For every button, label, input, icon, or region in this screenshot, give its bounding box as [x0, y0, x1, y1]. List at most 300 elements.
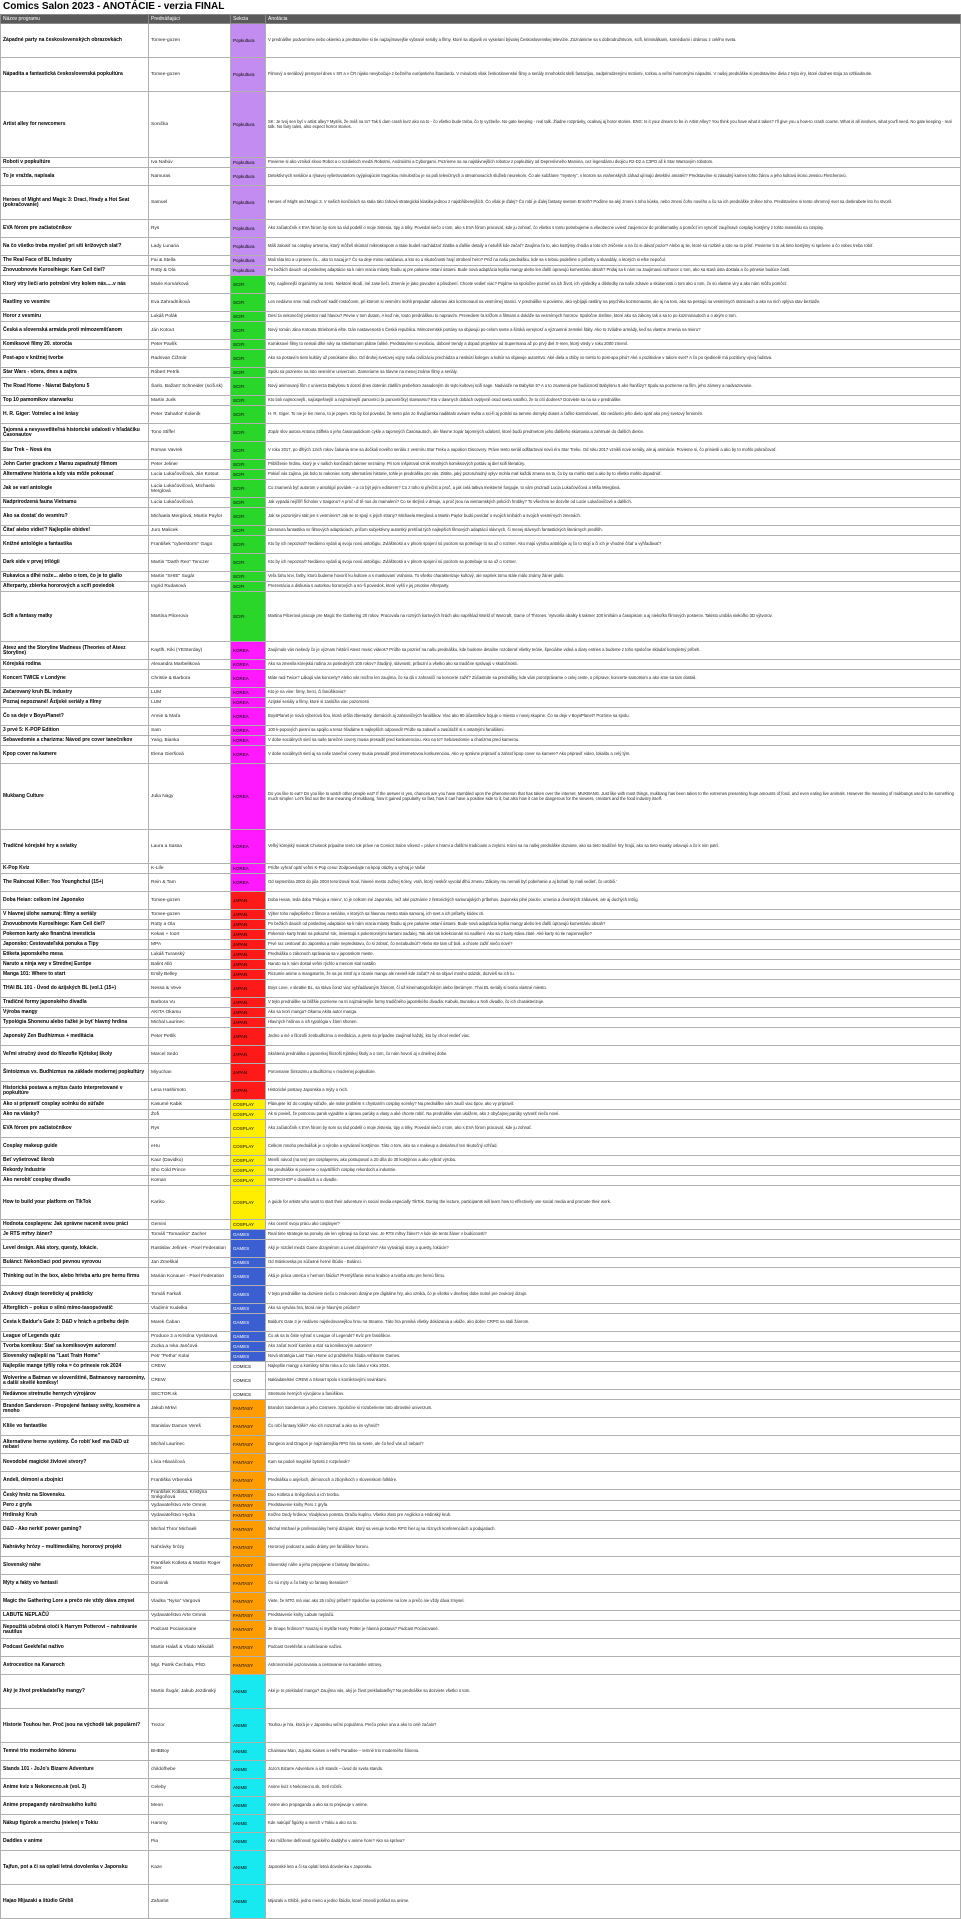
- annotation-cell[interactable]: Kto boli najmocnejší, najúspešnejší a najznámejší panovníci (a panovníčky) starwarsu? Kto v dawnych dobách ovplyvnil osud sveta natoľko, že to cítí dodnes? Dozviete sa na sa v prednáške.: [266, 396, 961, 406]
- program-name-cell[interactable]: Horor z vesmíru: [1, 312, 149, 322]
- program-name-cell[interactable]: Brandon Sanderson - Propojené fantasy světy, kosmére a mnoho: [1, 1400, 149, 1418]
- annotation-cell[interactable]: Anime ako propaganda a ako sa to prejavuje v anime.: [266, 1797, 961, 1815]
- presenter-cell[interactable]: Roman Vavrek: [149, 442, 231, 460]
- program-name-cell[interactable]: H. R. Giger: Votrelec a iné krásy: [1, 406, 149, 424]
- presenter-cell[interactable]: Martin Šugár, Jakub Jezdinský: [149, 1675, 231, 1709]
- section-cell[interactable]: FANTASY: [231, 1639, 266, 1657]
- program-name-cell[interactable]: Kórejská rodina: [1, 660, 149, 670]
- section-cell[interactable]: ANIME: [231, 1797, 266, 1815]
- section-cell[interactable]: FANTASY: [231, 1436, 266, 1454]
- section-cell[interactable]: JAPAN: [231, 1008, 266, 1018]
- annotation-cell[interactable]: Hororový podcast a audio drámy pre fanúšikov hororu.: [266, 1539, 961, 1557]
- presenter-cell[interactable]: Rotty & Ola: [149, 266, 231, 276]
- program-name-cell[interactable]: EVA fórom pre začiatočníkov: [1, 220, 149, 238]
- annotation-cell[interactable]: Plánujete ísť do cosplay súťaže, ale máte problém s chystaním cosplay scénky? Na prednáške vám zaučí viac tipov, ako vy pripraviť.: [266, 1100, 961, 1110]
- presenter-cell[interactable]: Sonička: [149, 92, 231, 158]
- annotation-cell[interactable]: Od septembra 2003 do júla 2004 terorizoval Soul, hlavné mesto Južnej Kórey, vrah, ktorý neskôr vyvolal dlhú zmenu 'Zákony mu nemali byť pobehanie a aj bohatí by mali vedieť, čo urobili.': [266, 874, 961, 892]
- section-cell[interactable]: COMICS: [231, 1362, 266, 1372]
- section-cell[interactable]: FANTASY: [231, 1593, 266, 1611]
- section-cell[interactable]: FANTASY: [231, 1521, 266, 1539]
- presenter-cell[interactable]: František Kotleta & Martin Roger Ikner: [149, 1557, 231, 1575]
- presenter-cell[interactable]: Lucia Lukačovičová, Ján Kotout: [149, 470, 231, 480]
- program-name-cell[interactable]: V hlavnej úlohe samuraj: filmy a seriály: [1, 910, 149, 920]
- program-name-cell[interactable]: Top 10 pamomikov starwarku: [1, 396, 149, 406]
- header-presenter[interactable]: Prednášajúci: [149, 15, 231, 24]
- annotation-cell[interactable]: Nová stratégia Last Train Home od pražského štúdia Ashborne Games.: [266, 1352, 961, 1362]
- section-cell[interactable]: JAPAN: [231, 1018, 266, 1028]
- presenter-cell[interactable]: Produce 2 a Kristína Vysloková: [149, 1332, 231, 1342]
- presenter-cell[interactable]: Peter Jeliner: [149, 460, 231, 470]
- section-cell[interactable]: ANIME: [231, 1709, 266, 1743]
- program-name-cell[interactable]: Tradičné formy japonského divadla: [1, 998, 149, 1008]
- annotation-cell[interactable]: V dobe sociálnych sietí aj sa naše tanečné covery musia presadiť pred internetovou konkurenciou. Ako vy správne pripraviť a zahrať kpop cover na kamere? Ako pripraviť video, lokalitu a celý tým.: [266, 746, 961, 764]
- program-name-cell[interactable]: Wolverine a Batman ve slovenštině, Batmanovy narozeniny, a další skvělé komiksy!: [1, 1372, 149, 1390]
- annotation-cell[interactable]: Ako začiatočník s EVA fórom by som sa rád podelil o moje zistenia, tipy a triky. Povedal niečo o tom, ako s EVA fórom pracovať, kde ju zohnať.: [266, 1120, 961, 1138]
- presenter-cell[interactable]: Dominik: [149, 1575, 231, 1593]
- section-cell[interactable]: ANIME: [231, 1675, 266, 1709]
- presenter-cell[interactable]: Michal Thror Michaeli: [149, 1521, 231, 1539]
- section-cell[interactable]: FANTASY: [231, 1575, 266, 1593]
- section-cell[interactable]: ANIME: [231, 1815, 266, 1833]
- program-name-cell[interactable]: Afterglitch – pokus o silnú mimo-tasopsóvatič: [1, 1304, 149, 1314]
- presenter-cell[interactable]: Lucia Lukačovičová, Michaela Merglová: [149, 480, 231, 498]
- section-cell[interactable]: JAPAN: [231, 910, 266, 920]
- section-cell[interactable]: KOREA: [231, 746, 266, 764]
- presenter-cell[interactable]: Stanislav Damon Vereš: [149, 1418, 231, 1436]
- annotation-cell[interactable]: Knižne Dedy hrdinov, Vladykovo pomsta, Dračiu kuplnu. Všetko zlato pre Anglicko a Hrdinský kruh.: [266, 1511, 961, 1521]
- section-cell[interactable]: GAMES: [231, 1304, 266, 1314]
- annotation-cell[interactable]: Zopár slov autora Antona Stiffela o jeho časonautickom cykle a tajomných Časonautoch, ale hlavne zopár tajomných udalostí, ktoré budú predmetom jeho ďalšieho skúmania a zahrnuté do ďalších dielov.: [266, 424, 961, 442]
- annotation-cell[interactable]: Do you like to eat? Do you like to watch other people eat? If the answer is yes, chances are you have stumbled upon the phenomenon that has taken over the internet, MUKBANG. Just like with most things, mukbang has been taken to the extremes presenting huge amounts of food, and even eating live animals. However the meaning of mukbangs used to be something much simpler. Let's find out the true meaning of mukbang, how it gained popularity so fast, how it can have a positive side to it, but also how it can be dangerous for the viewers, creators and the food industry itself.: [266, 764, 961, 830]
- annotation-cell[interactable]: V tejto prednáške sa dozviete niečo o zvukovom dizajne pre digitálne hry, ako vzniká, čo je všetko v dnešnej dobe nutné pre zvukový dizajn.: [266, 1286, 961, 1304]
- presenter-cell[interactable]: Tomee-gozen: [149, 58, 231, 92]
- program-name-cell[interactable]: Je RTS mŕtvy žáner?: [1, 1230, 149, 1240]
- program-name-cell[interactable]: Tajomná a nevysvetliteľná historické udalosti v hľadáčiku Časonautov: [1, 424, 149, 442]
- program-name-cell[interactable]: EVA fórom pre začiatočníkov: [1, 1120, 149, 1138]
- program-name-cell[interactable]: The Road Home - Návrat Babylonu 5: [1, 378, 149, 396]
- section-cell[interactable]: SCIFI: [231, 350, 266, 368]
- annotation-cell[interactable]: H. R. Giger. To nie je len meno, to je pojem. Kto by bol povedal, že tento pán zo Švajčiarska nadiktalo aveare světa a sci-fi aj potráti na tamme domyky duses a ťažko kontrolovaní, kto nedávno jeho dielo opäť ako prvý svetový fenomén.: [266, 406, 961, 424]
- program-name-cell[interactable]: Temné trio moderného šónenu: [1, 1743, 149, 1761]
- program-name-cell[interactable]: How to build your platform on TikTok: [1, 1186, 149, 1220]
- program-name-cell[interactable]: Nadprirodzená fauna Vietnamu: [1, 498, 149, 508]
- section-cell[interactable]: COSPLAY: [231, 1166, 266, 1176]
- section-cell[interactable]: JAPAN: [231, 1082, 266, 1100]
- annotation-cell[interactable]: Ázijské seriály a filmy, ktoré si zaslúžia viac pozornosti: [266, 698, 961, 708]
- program-name-cell[interactable]: Scifi a fantasy matky: [1, 592, 149, 642]
- presenter-cell[interactable]: Iva Nahúv: [149, 158, 231, 168]
- section-cell[interactable]: COSPLAY: [231, 1186, 266, 1220]
- section-cell[interactable]: SCIFI: [231, 572, 266, 582]
- section-cell[interactable]: SCIFI: [231, 276, 266, 294]
- program-name-cell[interactable]: To je vražda, napísala: [1, 168, 149, 186]
- program-name-cell[interactable]: Dark side v prvej trilógii: [1, 554, 149, 572]
- program-name-cell[interactable]: Západné party na československých obrazovkách: [1, 24, 149, 58]
- program-name-cell[interactable]: Čo sa deje v BoysPlanet?: [1, 708, 149, 726]
- presenter-cell[interactable]: Ján Kotout: [149, 322, 231, 340]
- presenter-cell[interactable]: Meon: [149, 1797, 231, 1815]
- program-name-cell[interactable]: Ako nerobiť cosplay divadlo: [1, 1176, 149, 1186]
- program-name-cell[interactable]: Rekordy Industrie: [1, 1166, 149, 1176]
- program-name-cell[interactable]: Aký je život prekladateľky mangy?: [1, 1675, 149, 1709]
- section-cell[interactable]: KOREA: [231, 708, 266, 726]
- annotation-cell[interactable]: Michal Michael je profesionálny herný dizajnér, ktorý sa venuje tvorbe RPG hier aj na rôznych konferenciách a podujatiach.: [266, 1521, 961, 1539]
- section-cell[interactable]: SCIFI: [231, 322, 266, 340]
- annotation-cell[interactable]: Po bežách dauich od poslednej adaptácie sa k nám vracia mlasty študiu aj pre pakame ostaní ústami. Bude nová adaptácia lepšia mangy alebo len ďalší úpravujú komentáriu obsah?: [266, 920, 961, 930]
- program-name-cell[interactable]: Cosplay makeup guide: [1, 1138, 149, 1156]
- section-cell[interactable]: SCIFI: [231, 368, 266, 378]
- annotation-cell[interactable]: Duo Kotleta a Sněgoňová a ich tvorba.: [266, 1490, 961, 1501]
- program-name-cell[interactable]: Ateez and the Storyline Madness (Theories of Ateez Storyline): [1, 642, 149, 660]
- program-name-cell[interactable]: Komiksové filmy 20. storočia: [1, 340, 149, 350]
- annotation-cell[interactable]: Podcast Geekfeľat a nahrávanie naživo.: [266, 1639, 961, 1657]
- presenter-cell[interactable]: Balint Alló: [149, 960, 231, 970]
- section-cell[interactable]: COSPLAY: [231, 1156, 266, 1166]
- program-name-cell[interactable]: Anime propagandy nárožnaského kultú: [1, 1797, 149, 1815]
- annotation-cell[interactable]: Desí ťa nekonečný priestor nad hlavou? Pevne v tom dutam. A keď nie, touto prednáškou to napravím. Prevediem ťa krížom a filmami a dokáže sa vesmírnych hororov. Spoločne zistíme, ktoré ako sa zákony tak a sa to po kozmonautoch a o akým o tom.: [266, 312, 961, 322]
- section-cell[interactable]: ANIME: [231, 1885, 266, 1919]
- section-cell[interactable]: KOREA: [231, 830, 266, 864]
- presenter-cell[interactable]: Kaze: [149, 1851, 231, 1885]
- annotation-cell[interactable]: Ako sa zmenila kórejská rodina za posledných 100 rokov? Študijný, slávnosti, príbuzní a všetko ako sa tradične správajú v skutočnosti.: [266, 660, 961, 670]
- section-cell[interactable]: COSPLAY: [231, 1220, 266, 1230]
- program-name-cell[interactable]: Ktorý vtry lieči ario potrební vtry kolem nás.....v nás: [1, 276, 149, 294]
- program-name-cell[interactable]: Anime kvíz s Nekonecno.sk (vol. 3): [1, 1779, 149, 1797]
- annotation-cell[interactable]: Jedno a iné o filozofii zenbudhizmu a meditácia, a preto sa prípadne zaujímal každý, kto by chcel vedieť viac.: [266, 1028, 961, 1046]
- presenter-cell[interactable]: Gemini: [149, 1220, 231, 1230]
- program-name-cell[interactable]: LABUTE NEPLAČÚ: [1, 1611, 149, 1621]
- program-name-cell[interactable]: Tvorba komiksu: Stať sa komiksovým autorom!: [1, 1342, 149, 1352]
- annotation-cell[interactable]: Skrátená prednáška o japonskej filozofii Kjótskej školy a o tom, čo nám hovorí aj v dnešnej dobe.: [266, 1046, 961, 1064]
- annotation-cell[interactable]: Real time strategie sa ponuky ale len vybrauji sa čoraz viac. Je RTS mŕtvy žáner? A kde ide tento žáner v budúcnosti?: [266, 1230, 961, 1240]
- section-cell[interactable]: GAMES: [231, 1342, 266, 1352]
- presenter-cell[interactable]: LUM: [149, 688, 231, 698]
- annotation-cell[interactable]: Len nedávno sme mali možnosť sadiť rostočovm, pri ktorom si vesmírni mohli prepadat' adosravi ako kozmonauti na vesmírnej stanici. V prednáške si povieme, ako vybíjajú rastliny na psychiku kozmonautov, ale aj na tom, ako sa pestujú na vesmírnych staniciach a ako na nich vplýva stav beztiaže.: [266, 294, 961, 312]
- section-cell[interactable]: SCIFI: [231, 442, 266, 460]
- annotation-cell[interactable]: Predstavenie knihy Labute neplačú.: [266, 1611, 961, 1621]
- program-name-cell[interactable]: Roboti v popkultúre: [1, 158, 149, 168]
- section-cell[interactable]: FANTASY: [231, 1611, 266, 1621]
- program-name-cell[interactable]: Bulánci: Nekončiaci pod pevnou vyrovou: [1, 1258, 149, 1268]
- annotation-cell[interactable]: Detektívnych seriálov a rýsavej vyšetrovatelom oyýpivajúcim tragickou minulosťou je na poli televíznych a streamovacích služieb neurekom. Čo ale subžánre "mystery", v ktorom sa vrahenských záhad ujímajú detektívi amatéri? Predstavíme si zásadný kamen tohto žánru a jeho kultovú ikonu Jessicu Fletcherovú.: [266, 168, 961, 186]
- annotation-cell[interactable]: Heroes of Might and Magic 3. V našich končinách sa stala táto ťahová strategická klasika jednou z najobľúbenejších. Čo však je ďalej? Čo robí je ďalej fantasy svetom Enroth? Podíme sa aký zmeni s toho kúsku, nebo zmeni čoho nového a čo sa ich prednáške zníkne toho. Predstavíme si tento ohromný svet sa doskrabete kto ho stvoril.: [266, 186, 961, 220]
- section-cell[interactable]: SCIFI: [231, 406, 266, 424]
- presenter-cell[interactable]: Pia: [149, 1833, 231, 1851]
- section-cell[interactable]: KOREA: [231, 736, 266, 746]
- program-name-cell[interactable]: Sebavedomie a charizma: Návod pre cover tanečníkov: [1, 736, 149, 746]
- section-cell[interactable]: GAMES: [231, 1332, 266, 1342]
- presenter-cell[interactable]: Lena Hashimoto: [149, 1082, 231, 1100]
- presenter-cell[interactable]: Nessa & Veve: [149, 980, 231, 998]
- section-cell[interactable]: COMICS: [231, 1372, 266, 1390]
- section-cell[interactable]: SCIFI: [231, 378, 266, 396]
- annotation-cell[interactable]: Doba Heian, teda doba 'Pokoja a mieru', to je celkom iné Japonsko, než aké poznáme z historických samurajských príbehov. Japonsko plné poezie, umenia a dvorských zábaviek, ale aj duchých intríg.: [266, 892, 961, 910]
- program-name-cell[interactable]: Kpop cover na kamere: [1, 746, 149, 764]
- section-cell[interactable]: COSPLAY: [231, 1120, 266, 1138]
- annotation-cell[interactable]: Jak vypadá nejčlíří fícholov v Saigonu? A proč už tě nus do mamalení? Co se skrývá v drsuje, a proč jsou na vietnamských policích hrobky? To všechno se dozvíte od Lucie Lukačovičové a dalších.: [266, 498, 961, 508]
- presenter-cell[interactable]: Martin Halaš & Vlado Mikuláš: [149, 1639, 231, 1657]
- presenter-cell[interactable]: Sam: [149, 726, 231, 736]
- presenter-cell[interactable]: Rys: [149, 220, 231, 238]
- presenter-cell[interactable]: Rotty a Ola: [149, 920, 231, 930]
- annotation-cell[interactable]: Po bežách dauich od poslednej adaptácie sa k nám vracia mlasty študiu aj pre pakame ostaní ústami. Bude nová adaptácia lepšia mangy alebo len ďalší úpravujú komentáriu obsah? Pridaj sa k nám na zaujímavú rozhovor o tom, ako sa stará ústa dostala a čo prinesie budúce časti.: [266, 266, 961, 276]
- annotation-cell[interactable]: Jak se pozornými stát jen s vesmírem? Jak se to spojí s jejich strany? Michaela Merglová a Martin Paylor budú povídať o svojich knihách a svojich vesmírnych zmenách.: [266, 508, 961, 526]
- presenter-cell[interactable]: Jan Zmeškal: [149, 1258, 231, 1268]
- annotation-cell[interactable]: Mijazaki a Ghibli, jedno meno a jedno štúdio, ktoré zmenili pohľad na anime.: [266, 1885, 961, 1919]
- presenter-cell[interactable]: Tomee-gozen: [149, 910, 231, 920]
- program-name-cell[interactable]: Alternatívne herne systémy. Čo robiť keď ma D&D už nebaví: [1, 1436, 149, 1454]
- presenter-cell[interactable]: Podcast Pociarovane: [149, 1621, 231, 1639]
- section-cell[interactable]: COSPLAY: [231, 1110, 266, 1120]
- header-program-name[interactable]: Názov programu: [1, 15, 149, 24]
- section-cell[interactable]: KOREA: [231, 660, 266, 670]
- presenter-cell[interactable]: Radovan Čižmár: [149, 350, 231, 368]
- annotation-cell[interactable]: V roku 2017, po dlhých 12ich rokov čakania sme sa dočkali nového seriálu z vesmíru Star Treku a napokon Discovery. Práve tento seriál odštartoval novú éru Star Treku. Od roku 2017 vznikli nové seriály, ale aj animácie. Povieme si, čo priniesli a ako by to mohlo pokračovať.: [266, 442, 961, 460]
- section-cell[interactable]: Popkultura: [231, 24, 266, 58]
- program-name-cell[interactable]: Historie Touhou her. Proč jsou na východě tak populární?: [1, 1709, 149, 1743]
- program-name-cell[interactable]: Historická postava a mýtus často interpretované v popkultúre: [1, 1082, 149, 1100]
- presenter-cell[interactable]: Kekas + Ioort: [149, 930, 231, 940]
- section-cell[interactable]: JAPAN: [231, 980, 266, 998]
- annotation-cell[interactable]: Od Stánkovska po súčasné herné štúdio - Bulánci.: [266, 1258, 961, 1268]
- program-name-cell[interactable]: Novodobé magické živlové stvory?: [1, 1454, 149, 1472]
- header-annotation[interactable]: Anotácia: [266, 15, 961, 24]
- section-cell[interactable]: SCIFI: [231, 470, 266, 480]
- presenter-cell[interactable]: Peter 'Zaharlot' Koleník: [149, 406, 231, 424]
- section-cell[interactable]: JAPAN: [231, 892, 266, 910]
- program-name-cell[interactable]: Post-apo v knižnej tvorbe: [1, 350, 149, 368]
- program-name-cell[interactable]: Koncert TWICE v Londýne: [1, 670, 149, 688]
- presenter-cell[interactable]: Martin Jurik: [149, 396, 231, 406]
- program-name-cell[interactable]: Daddies v anime: [1, 1833, 149, 1851]
- annotation-cell[interactable]: Brandon Sanderson a jeho Cosmere. Spoločne si rozoberieme toto obrovské univerzum.: [266, 1400, 961, 1418]
- program-name-cell[interactable]: Rastliny vo vesmíre: [1, 294, 149, 312]
- program-name-cell[interactable]: Slovenský najlepší na "Last Train Home": [1, 1352, 149, 1362]
- section-cell[interactable]: JAPAN: [231, 1064, 266, 1082]
- annotation-cell[interactable]: Historické postavy Japonska a mýty o nich.: [266, 1082, 961, 1100]
- program-name-cell[interactable]: Cesta k Baldur's Gate 3: D&D v hrách a príbehu dejín: [1, 1314, 149, 1332]
- section-cell[interactable]: JAPAN: [231, 1046, 266, 1064]
- presenter-cell[interactable]: Hammy: [149, 1815, 231, 1833]
- program-name-cell[interactable]: The Real Face of BL Industry: [1, 256, 149, 266]
- annotation-cell[interactable]: Menší návod (na ten) pre cosplayerov, ako postupovať a 20 dňa do 30 kostýmov a ako vybrať výrobu.: [266, 1156, 961, 1166]
- annotation-cell[interactable]: Ako sa vytvára hra, ktorá nie je hlavným prúdom?: [266, 1304, 961, 1314]
- section-cell[interactable]: ANIME: [231, 1779, 266, 1797]
- section-cell[interactable]: JAPAN: [231, 920, 266, 930]
- annotation-cell[interactable]: Anime kvíz s Nekonecno.sk, tretí ročník.: [266, 1779, 961, 1797]
- presenter-cell[interactable]: Peter Petlík: [149, 1028, 231, 1046]
- presenter-cell[interactable]: Mgr. Patrik Čechala, PhD.: [149, 1657, 231, 1675]
- presenter-cell[interactable]: AKITA Okamu: [149, 1008, 231, 1018]
- annotation-cell[interactable]: Dungeon and Dragon je najznámejšia RPG hra na svete, ale čo keď vás už nebaví?: [266, 1436, 961, 1454]
- section-cell[interactable]: Popkultura: [231, 238, 266, 256]
- presenter-cell[interactable]: Lívia Hlaváčová: [149, 1454, 231, 1472]
- annotation-cell[interactable]: Hlavných hrdinov a ich typológia v žánri shonen.: [266, 1018, 961, 1028]
- annotation-cell[interactable]: Celkom mnoho prednášok je o výrobe a vytváraní kostýmov. Táto o tom, ako sa v makeup a dosiahnuť ten skutočný vzhľad.: [266, 1138, 961, 1156]
- section-cell[interactable]: FANTASY: [231, 1539, 266, 1557]
- annotation-cell[interactable]: Čo ak sa to čiste vyhrať s League of Legends? Kvíz pre fanúšikov.: [266, 1332, 961, 1342]
- presenter-cell[interactable]: SECTOR.sk: [149, 1390, 231, 1400]
- program-name-cell[interactable]: Pero z gryfa: [1, 1501, 149, 1511]
- annotation-cell[interactable]: Mali ráta kto a u pravne ťa... ako to nacaj je? Čo sa deje mimo natáčania, a kto so u skutočnosti hrají otrobení hero? Príď na našu prednášku, kde sa s tebou podelíme o príbehy a skandály, o ktorých si ešte nepočul.: [266, 256, 961, 266]
- presenter-cell[interactable]: Martin "Darth Reo" Tenczer: [149, 554, 231, 572]
- program-name-cell[interactable]: D&D - Ako nerkiť power gaming?: [1, 1521, 149, 1539]
- section-cell[interactable]: KOREA: [231, 642, 266, 660]
- presenter-cell[interactable]: Michal Laurinec: [149, 1018, 231, 1028]
- annotation-cell[interactable]: Viry, najdivnejší organizmy na zemi. Niektoré skodí, iné zase lieči. Zmeníe je jako povodne a pôsobení. Chcete vedieť viac? Pojdme sa spoločne pozrieť na ich život, ich výsledky a dôsledky na naše zdravie a skúsenosti o tom ako o tom, čo sú vlastne viry a ako nám môžu pomôcť.: [266, 276, 961, 294]
- annotation-cell[interactable]: Spolu sa pozrieme na toto vesmírne univerzum. Zameriame sa hlavne na menej známe filmy a seriály.: [266, 368, 961, 378]
- presenter-cell[interactable]: Lucia Lukačovičová: [149, 498, 231, 508]
- annotation-cell[interactable]: Prednáška o anjeloch, démonoch a zbojníkoch v slovenskom folklóre.: [266, 1472, 961, 1490]
- annotation-cell[interactable]: BoysPlanet je nová výberová šou, ktorá určila zbieracky, domácich aj zahraničných fanúšikov. Viac ako 90 účastníkov bojuje o miesto v novej skupine. Čo sa deje v BoysPlanet? Pozrime sa spolu.: [266, 708, 961, 726]
- presenter-cell[interactable]: Jakub Mrkvi: [149, 1400, 231, 1418]
- section-cell[interactable]: COSPLAY: [231, 1138, 266, 1156]
- program-name-cell[interactable]: K-Pop Kvíz: [1, 864, 149, 874]
- annotation-cell[interactable]: Komiksové filmy to nemali dlhé roky na striebornom plátne ľahké. Predstavíme si evolúciu, dobové trendy a dopad projektov od Supermana až po prvý diel X-men, ktorý vtedy v roku 2000 zmenil.: [266, 340, 961, 350]
- section-cell[interactable]: GAMES: [231, 1286, 266, 1304]
- annotation-cell[interactable]: 100 k-popových piesní sa spojilo a teraz hľadáme 5 najlepších odpovedí! Príďte sa zabaviť a zasúťažiť si s ostatnými fanúšikmi.: [266, 726, 961, 736]
- program-name-cell[interactable]: Znovuobnovte Kurosihiege: Kam Ceil čiel?: [1, 920, 149, 930]
- annotation-cell[interactable]: Nakladatelství CREW a Slovart spolu s komiksovými novinkami.: [266, 1372, 961, 1390]
- section-cell[interactable]: SCIFI: [231, 526, 266, 536]
- presenter-cell[interactable]: Marie Komárková: [149, 276, 231, 294]
- annotation-cell[interactable]: Stretnutie herných vývojárov a fanúšikov.: [266, 1390, 961, 1400]
- section-cell[interactable]: FANTASY: [231, 1557, 266, 1575]
- section-cell[interactable]: Popkultura: [231, 158, 266, 168]
- program-name-cell[interactable]: Tajfun, pot a či sa oplatí letná dovolenka v Japonsku: [1, 1851, 149, 1885]
- program-name-cell[interactable]: Japonsko: Cestovateľská ponuka a Tipy: [1, 940, 149, 950]
- annotation-cell[interactable]: Prvé raz cestovať do Japonska a máte nepredstavu, čo si zobrať, čo nezabudnúť? Alebo ste tam už boli, a chcete zažiť niečo nové?: [266, 940, 961, 950]
- annotation-cell[interactable]: Aké je to prekladať mangu? Zaujíma vás, aký je život prekladateľky? Na prednáške sa dozviete všetko o tom.: [266, 1675, 961, 1709]
- presenter-cell[interactable]: Koman: [149, 1176, 231, 1186]
- program-name-cell[interactable]: Pokemon karty ako finančná investícia: [1, 930, 149, 940]
- section-cell[interactable]: KOREA: [231, 874, 266, 892]
- annotation-cell[interactable]: Výber toho najlepšieho z filmov a seriálov, v ktorých sa hlavnou mesto stala samuraj, ich svet a ich príbehy kódex cti.: [266, 910, 961, 920]
- program-name-cell[interactable]: Ako na vlásky?: [1, 1110, 149, 1120]
- annotation-cell[interactable]: Máš zakusiť na cosplay artvornu, ktorý môžeš skúmať mikroskopom a stale budeš nachádzať zlatiba a ďalšie detaily a netušíš kde začať? Zaujíma ťa to, ako kostýmy chodia a toto ich zničenie a na čo si dávať pozor? Alebo aj tie, ktoré sú rozbité a toto na to prísť. Povieme ti to ak tieto kostýmy si správne a čo vobec treba robiť.: [266, 238, 961, 256]
- presenter-cell[interactable]: Sho Cold Prince: [149, 1166, 231, 1176]
- program-name-cell[interactable]: Najlepšie mange týfily roka = čo prinesie rok 2024: [1, 1362, 149, 1372]
- presenter-cell[interactable]: Vladimír Kudelka: [149, 1304, 231, 1314]
- section-cell[interactable]: Popkultura: [231, 92, 266, 158]
- annotation-cell[interactable]: Zaujímalo vás niekedy čo je význam histórií Ateez music videos? Príďte sa pozrieť na našu prednášku, kde budeme detailne rozoberať všetky teórie, špeciálne videá a diary entries a budeme z toho spoločne skladať kompletný príbeh.: [266, 642, 961, 660]
- section-cell[interactable]: COSPLAY: [231, 1176, 266, 1186]
- annotation-cell[interactable]: Astronomické pozorovania a cestovanie na Kanárske ostrovy.: [266, 1657, 961, 1675]
- program-name-cell[interactable]: Heroes of Might and Magic 3: Draci, Hrady a Hot Seat (pokračovanie): [1, 186, 149, 220]
- annotation-cell[interactable]: Boys Love, v skratke BL, sa stáva čoraz viac vyhľadávaným žánrom, čí už kinematografickým alebo literárnym. Thai BL seriály si tvoria vlastné miesto.: [266, 980, 961, 998]
- annotation-cell[interactable]: JoJo's Bizarre Adventure a ich stands – úvod do sveta stands.: [266, 1761, 961, 1779]
- annotation-cell[interactable]: A guide for artists who want to start their adventure in social media especially TikTok. During the lecture, participants will learn how to effectively use social media and promote their work.: [266, 1186, 961, 1220]
- section-cell[interactable]: Popkultura: [231, 266, 266, 276]
- section-cell[interactable]: SCIFI: [231, 340, 266, 350]
- annotation-cell[interactable]: Co znamená byť autorom v antológií povídek – a co být jejím editorem? Co z toho si přečíst a proč, a jak celá tatkva meisterné fungujie, to vám prozradí Lucia Lukačovičová a Míša Merglová.: [266, 480, 961, 498]
- program-name-cell[interactable]: Nedávnoe stretnutie hernych výrojárov: [1, 1390, 149, 1400]
- presenter-cell[interactable]: Kasumé Kabik: [149, 1100, 231, 1110]
- annotation-cell[interactable]: Ako sa tvorí manga? Okamu Akita autor manga.: [266, 1008, 961, 1018]
- annotation-cell[interactable]: Porovnanie Šintoizmu a Budhizmu v modernej popkultúre.: [266, 1064, 961, 1082]
- program-name-cell[interactable]: Podcast Geekfeľat naživo: [1, 1639, 149, 1657]
- presenter-cell[interactable]: Marek Čaban: [149, 1314, 231, 1332]
- program-name-cell[interactable]: League of Legends quiz: [1, 1332, 149, 1342]
- program-name-cell[interactable]: The Raincoat Killer: Yoo Younghchul (15+): [1, 874, 149, 892]
- program-name-cell[interactable]: Alternatívne história a kdy vás môže pokousať: [1, 470, 149, 480]
- section-cell[interactable]: SCIFI: [231, 592, 266, 642]
- presenter-cell[interactable]: Zaharlot: [149, 1885, 231, 1919]
- presenter-cell[interactable]: Peter Pavlík: [149, 340, 231, 350]
- annotation-cell[interactable]: Ako oceniť svoju prácu ako cosplayer?: [266, 1220, 961, 1230]
- annotation-cell[interactable]: Kto by ich nepoznal? Nedávno vydali aj svoju novú antológiu. Zvláštnosti a v plnom spojení sú pocitom sa potrebuje to sa už o rozmer.: [266, 554, 961, 572]
- section-cell[interactable]: FANTASY: [231, 1472, 266, 1490]
- program-name-cell[interactable]: Stands 101 - JoJo's Bizarre Adventure: [1, 1761, 149, 1779]
- program-name-cell[interactable]: Astrocestice na Kanaroch: [1, 1657, 149, 1675]
- section-cell[interactable]: SCIFI: [231, 536, 266, 554]
- annotation-cell[interactable]: Aký je rozdiel medzi Game dizajnérom a Level dizajnérom? Ako vytvárajú story a questy, lokácie?: [266, 1240, 961, 1258]
- section-cell[interactable]: Popkultura: [231, 58, 266, 92]
- annotation-cell[interactable]: V prednáške podvorníme nebo okienko a predstavíme si tie najzajímavejšie vybrané seriály a filmy, ktoré sa objavili vo vysielaní bývalej Československej televízie. Zoznámime sa s dobrodružstvom, scifi, kriminálkami, komédiami i drámou z celého sveta.: [266, 24, 961, 58]
- program-name-cell[interactable]: Znovuobnovte Kurosihiege: Kam Ceil čiel?: [1, 266, 149, 276]
- section-cell[interactable]: ANIME: [231, 1833, 266, 1851]
- section-cell[interactable]: GAMES: [231, 1352, 266, 1362]
- section-cell[interactable]: ANIME: [231, 1851, 266, 1885]
- section-cell[interactable]: SCIFI: [231, 582, 266, 592]
- presenter-cell[interactable]: Ingrid Rudasová: [149, 582, 231, 592]
- section-cell[interactable]: KOREA: [231, 726, 266, 736]
- section-cell[interactable]: FANTASY: [231, 1511, 266, 1521]
- annotation-cell[interactable]: Literatura fantastika vo filmových adaptáciach, pričom subjektívny autorský prehľad tých najlepších filmových adaptácií slávnych, či menej slávnych fantastických literárnych predlôh.: [266, 526, 961, 536]
- section-cell[interactable]: FANTASY: [231, 1454, 266, 1472]
- program-name-cell[interactable]: Afterparty, zbierka hororových a scifi poviedok: [1, 582, 149, 592]
- presenter-cell[interactable]: Žofi: [149, 1110, 231, 1120]
- annotation-cell[interactable]: Ak si povieš, že pomocou paruk vyjadrite a úpravu parúky a vlasy a aké chcete robiť. Na prednáške vám ukážem, ako z obyčajnej parúky vytvoriť niečo nové.: [266, 1110, 961, 1120]
- section-cell[interactable]: FANTASY: [231, 1400, 266, 1418]
- annotation-cell[interactable]: Kam sa podeli magické bytosti z rozprávok?: [266, 1454, 961, 1472]
- annotation-cell[interactable]: Rozumie anime a mangaturím, že sa po zistiť aj o citanie mangu ale nevieš kde začať? Ak sa objaví mnoho otázok, dozvieš sa ich tu.: [266, 970, 961, 980]
- annotation-cell[interactable]: Čo robí fantasy klišé? Ako ich rozoznať a ako sa im vyhnúť?: [266, 1418, 961, 1436]
- program-name-cell[interactable]: Český hněz na Slovensku.: [1, 1490, 149, 1501]
- presenter-cell[interactable]: Julia Nagy: [149, 764, 231, 830]
- section-cell[interactable]: ANIME: [231, 1743, 266, 1761]
- presenter-cell[interactable]: Namuras: [149, 168, 231, 186]
- section-cell[interactable]: JAPAN: [231, 940, 266, 950]
- section-cell[interactable]: JAPAN: [231, 998, 266, 1008]
- annotation-cell[interactable]: Na prednáške si povieme o najväčších cosplay rekordoch a industrie.: [266, 1166, 961, 1176]
- presenter-cell[interactable]: CREW: [149, 1362, 231, 1372]
- presenter-cell[interactable]: Miyuchan: [149, 1064, 231, 1082]
- presenter-cell[interactable]: Tono Stiffel: [149, 424, 231, 442]
- section-cell[interactable]: FANTASY: [231, 1657, 266, 1675]
- program-name-cell[interactable]: Ako sa dostať do vesmíru?: [1, 508, 149, 526]
- program-name-cell[interactable]: Tradičné kórejské hry a sviatky: [1, 830, 149, 864]
- presenter-cell[interactable]: Martina Pilcerova: [149, 592, 231, 642]
- presenter-cell[interactable]: Elena Gieršová: [149, 746, 231, 764]
- annotation-cell[interactable]: Kto by ich nepoznal? Nedávno vydali aj svoju novú antológiu. Zvláštnosti a v plnom spojení sú pocitom sa potrebuje to sa už o rozmer. Ako majú výrobu antológie aj čo to stojí a či ich je vhodné čítať a vyhľadávať?: [266, 536, 961, 554]
- presenter-cell[interactable]: Vydavateľstvo Hydra: [149, 1511, 231, 1521]
- program-name-cell[interactable]: Začarovaný kruh BL industry: [1, 688, 149, 698]
- presenter-cell[interactable]: Vladka "Nysa" Vargová: [149, 1593, 231, 1611]
- annotation-cell[interactable]: WORKSHOP o divadlách a o divadle.: [266, 1176, 961, 1186]
- presenter-cell[interactable]: Tomáš Farkaš: [149, 1286, 231, 1304]
- presenter-cell[interactable]: Martin "SHIE" Sugár: [149, 572, 231, 582]
- program-name-cell[interactable]: Nákup figúrok a merchu (nielen) v Tokiu: [1, 1815, 149, 1833]
- section-cell[interactable]: GAMES: [231, 1258, 266, 1268]
- annotation-cell[interactable]: SK: Je tvoj sen byť v artist alley? Myslís, že máš na to? Tak ti dam crash kurz ako na to - čo všetko bude treba, čo ty vyzbeše. No gate keeping - real talk. Žiadne rozprávky, ocakvaj aj horor stories. ENG: Is it your dream to be in Artist Alley? You think you have what it takes? I'll give you a how-to crash course. What is all involves, what you'll need. No gate keeping - real talk. No fairy tales, also expect horror stories.: [266, 92, 961, 158]
- annotation-cell[interactable]: Chainsaw Man, Jujutsu Kaisen a Hell's Paradise – temné trio moderného šónenu.: [266, 1743, 961, 1761]
- section-cell[interactable]: SCIFI: [231, 480, 266, 498]
- annotation-cell[interactable]: Veľký kórejský sviatok Chuseok pripadne tento rok práve na Comics Salon víkend = práve s hrami a ďalšími tradíciami a zvykmi. Kórei sa na našej prednáške dozviete, ako sa tieto tradičné hry hrajú, ako sa tieto sviatky oslavujú a čo k nim patrí.: [266, 830, 961, 864]
- presenter-cell[interactable]: MPA: [149, 940, 231, 950]
- annotation-cell[interactable]: Kto je na vine: firmy, herci, či fanúšikovia?: [266, 688, 961, 698]
- presenter-cell[interactable]: Tomáš "Tomaciko" Zacher: [149, 1230, 231, 1240]
